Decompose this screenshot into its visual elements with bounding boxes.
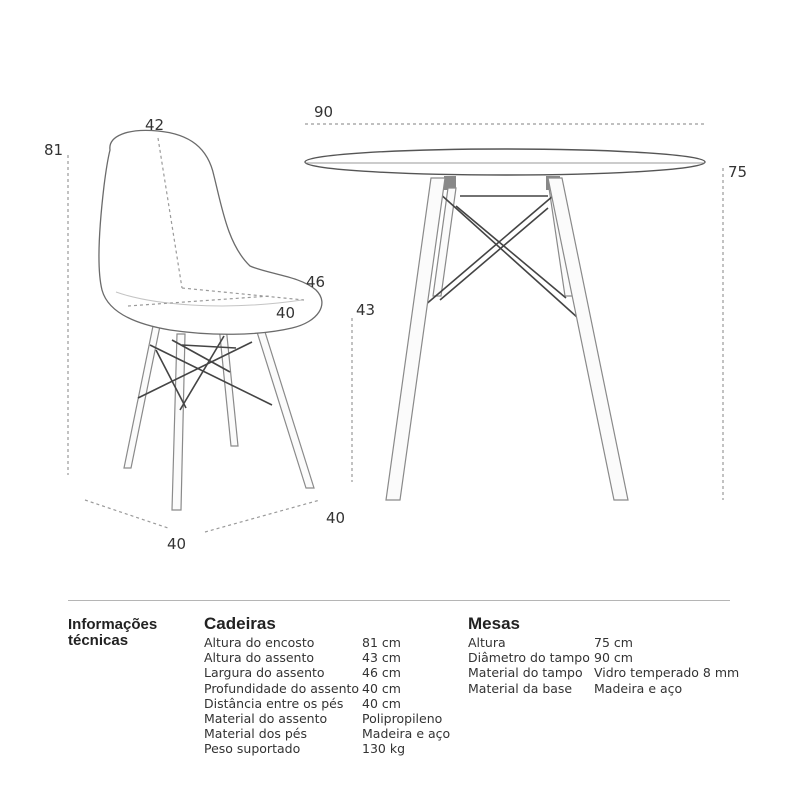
- spec-label: Altura: [468, 635, 506, 650]
- spec-label: Material da base: [468, 680, 573, 696]
- dim-table-diameter: 90: [314, 103, 334, 121]
- tables-section-title: Mesas: [468, 614, 520, 633]
- spec-label: Altura do assento: [204, 650, 315, 666]
- spec-row: [204, 741, 450, 756]
- spec-label: Distância entre os pés: [204, 695, 344, 711]
- dim-seat-width: 46: [306, 273, 326, 291]
- dim-chair-height: 81: [44, 141, 64, 159]
- chair-metal-rods: [138, 336, 272, 410]
- spec-row: [468, 665, 739, 680]
- dim-chair-width-top: 42: [145, 116, 165, 134]
- spec-value: 130 kg: [362, 741, 406, 757]
- spec-label: Peso suportado: [204, 741, 301, 757]
- spec-value: Vidro temperado 8 mm: [594, 665, 740, 681]
- spec-value: Polipropileno: [362, 711, 443, 727]
- spec-label: Material do assento: [204, 711, 328, 727]
- spec-label: Material dos pés: [204, 726, 307, 742]
- chairs-spec-table: [204, 635, 450, 757]
- spec-value: 46 cm: [362, 665, 401, 681]
- spec-value: 40 cm: [362, 680, 401, 696]
- dim-seat-depth: 40: [276, 304, 296, 322]
- spec-label: Largura do assento: [204, 665, 325, 681]
- spec-row: [204, 726, 450, 741]
- spec-value: 75 cm: [594, 635, 633, 650]
- info-title-line1: Informações: [68, 616, 158, 633]
- table-leg-front-left: [386, 178, 445, 500]
- dim-base-left: 40: [167, 535, 187, 553]
- spec-row: [468, 681, 739, 696]
- info-title: [68, 617, 188, 649]
- dim-table-height: 75: [728, 163, 748, 181]
- spec-row: [204, 681, 450, 696]
- spec-label: Diâmetro do tampo: [468, 650, 590, 666]
- table-leg-front-right: [548, 178, 628, 500]
- dim-seat-height: 43: [356, 301, 376, 319]
- spec-row: [468, 650, 739, 665]
- spec-value: 81 cm: [362, 635, 401, 650]
- section-divider: [68, 600, 730, 601]
- spec-value: Madeira e aço: [362, 726, 451, 742]
- spec-row: [204, 711, 450, 726]
- table-illustration: [305, 149, 705, 500]
- chair-leg-front-right: [257, 332, 314, 488]
- spec-label: Material do tampo: [468, 665, 583, 681]
- dim-base-right: 40: [326, 509, 346, 527]
- spec-row: [204, 665, 450, 680]
- spec-value: 43 cm: [362, 650, 401, 666]
- info-title-line2: técnicas: [68, 632, 129, 649]
- tables-spec-table: [468, 635, 739, 696]
- spec-value: 40 cm: [362, 695, 401, 711]
- table-glass-top: [305, 149, 705, 175]
- spec-value: Madeira e aço: [594, 680, 683, 696]
- spec-row: [468, 635, 739, 650]
- spec-row: [204, 635, 450, 650]
- spec-value: 90 cm: [594, 650, 633, 666]
- spec-row: [204, 696, 450, 711]
- spec-row: [204, 650, 450, 665]
- spec-label: Profundidade do assento: [204, 680, 360, 696]
- chairs-section-title: Cadeiras: [204, 614, 276, 633]
- spec-label: Altura do encosto: [204, 635, 315, 650]
